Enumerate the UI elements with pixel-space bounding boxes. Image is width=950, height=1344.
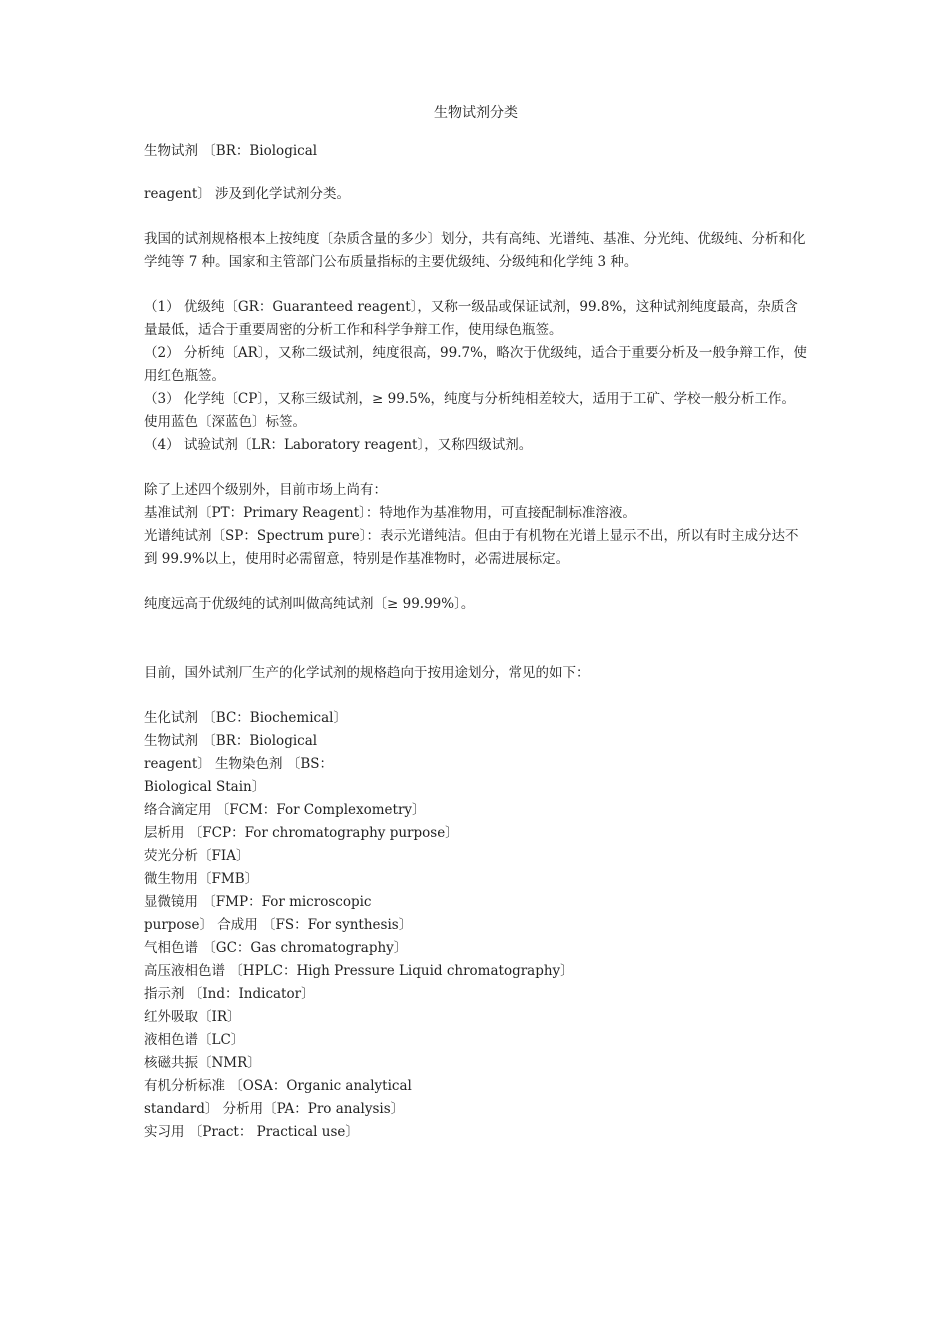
use-item: 液相色谱〔LC〕 — [144, 1032, 245, 1048]
use-item: 实习用 〔Pract： Practical use〕 — [144, 1124, 359, 1140]
use-item: 红外吸取〔IR〕 — [144, 1009, 241, 1025]
foreign-intro: 目前，国外试剂厂生产的化学试剂的规格趋向于按用途划分，常见的如下： — [144, 665, 590, 681]
grade-item: （2） 分析纯〔AR〕，又称二级试剂，纯度很高，99.7%，略次于优级纯，适合于重要分析及一般争辩工作，使用红色瓶签。 — [144, 345, 807, 384]
intro-line-2: reagent〕 涉及到化学试剂分类。 — [144, 186, 351, 202]
spec-paragraph: 我国的试剂规格根本上按纯度〔杂质含量的多少〕划分，共有高纯、光谱纯、基准、分光纯、优级纯、分析和化学纯等 7 种。国家和主管部门公布质量指标的主要优级纯、分级纯和化学纯 3 种。 — [144, 231, 806, 270]
use-item: 荧光分析〔FIA〕 — [144, 848, 250, 864]
use-item: 层析用 〔FCP：For chromatography purpose〕 — [144, 825, 459, 841]
use-item: 核磁共振〔NMR〕 — [144, 1055, 261, 1071]
document-title: 生物试剂分类 — [434, 105, 518, 121]
use-item: Biological Stain〕 — [144, 779, 266, 795]
use-item: 高压液相色谱 〔HPLC：High Pressure Liquid chromatography〕 — [144, 963, 574, 979]
high-purity-note: 纯度远高于优级纯的试剂叫做高纯试剂〔≥ 99.99%〕。 — [144, 596, 475, 612]
use-item: 微生物用〔FMB〕 — [144, 871, 259, 887]
grade-list — [144, 296, 808, 457]
use-item: 有机分析标准 〔OSA：Organic analytical — [144, 1078, 412, 1094]
use-item: 气相色谱 〔GC：Gas chromatography〕 — [144, 940, 408, 956]
grade-item: （1） 优级纯〔GR：Guaranteed reagent〕，又称一级品或保证试剂，99.8%，这种试剂纯度最高，杂质含量最低，适合于重要周密的分析工作和科学争辩工作，使用绿色瓶签。 — [144, 299, 798, 338]
use-item: 生物试剂 〔BR：Biological — [144, 733, 318, 749]
use-item: standard〕 分析用〔PA：Pro analysis〕 — [144, 1101, 405, 1117]
use-item: 指示剂 〔Ind：Indicator〕 — [144, 986, 315, 1002]
market-heading: 除了上述四个级别外，目前市场上尚有： — [144, 482, 387, 498]
use-item: purpose〕 合成用 〔FS：For synthesis〕 — [144, 917, 413, 933]
use-item: 显微镜用 〔FMP：For microscopic — [144, 894, 372, 910]
grade-item: （4） 试验试剂〔LR：Laboratory reagent〕，又称四级试剂。 — [144, 437, 533, 453]
uses-list — [144, 707, 808, 1144]
market-section — [144, 479, 808, 571]
market-item: 光谱纯试剂〔SP：Spectrum pure〕：表示光谱纯洁。但由于有机物在光谱上显示不出，所以有时主成分达不到 99.9%以上，使用时必需留意，特别是作基准物时，必需进展标定。 — [144, 528, 799, 567]
market-item: 基准试剂〔PT：Primary Reagent〕：特地作为基准物用，可直接配制标准溶液。 — [144, 505, 636, 521]
grade-item: （3） 化学纯〔CP〕，又称三级试剂，≥ 99.5%，纯度与分析纯相差较大，适用于工矿、学校一般分析工作。使用蓝色〔深蓝色〕标签。 — [144, 391, 796, 430]
intro-line-1: 生物试剂 〔BR：Biological — [144, 143, 318, 159]
use-item: reagent〕 生物染色剂 〔BS： — [144, 756, 333, 772]
use-item: 络合滴定用 〔FCM：For Complexometry〕 — [144, 802, 426, 818]
use-item: 生化试剂 〔BC：Biochemical〕 — [144, 710, 347, 726]
document-body — [144, 96, 808, 1144]
